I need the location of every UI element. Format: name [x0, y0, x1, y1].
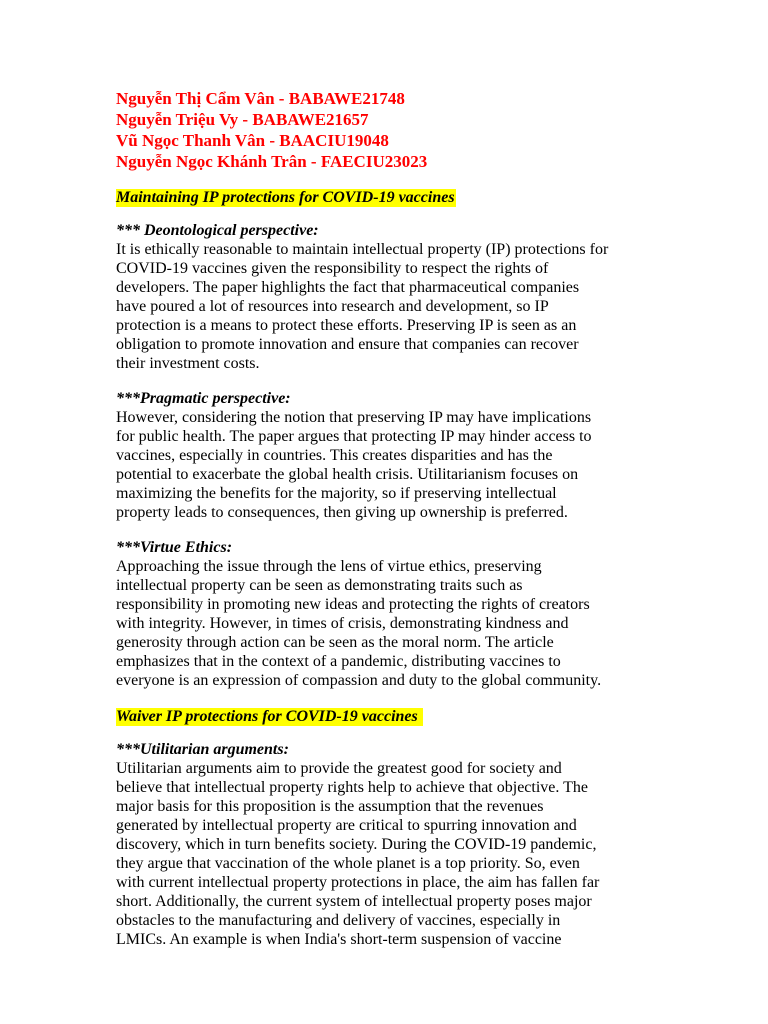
paragraph-virtue-ethics — [116, 557, 661, 690]
author-line: Vũ Ngọc Thanh Vân - BAACIU19048 — [116, 131, 389, 150]
author-list — [116, 88, 661, 172]
subheading-pragmatic: ***Pragmatic perspective: — [116, 390, 291, 407]
paragraph-line: protection is a means to protect these efforts. Preserving IP is seen as an — [116, 317, 577, 334]
section-heading-maintaining — [116, 188, 661, 207]
paragraph-line: LMICs. An example is when India's short-term suspension of vaccine — [116, 931, 562, 948]
author-line: Nguyễn Triệu Vy - BABAWE21657 — [116, 110, 369, 129]
author-line: Nguyễn Ngọc Khánh Trân - FAECIU23023 — [116, 152, 428, 171]
paragraph-line: property leads to consequences, then giving up ownership is preferred. — [116, 504, 568, 521]
subheading-deontological: *** Deontological perspective: — [116, 222, 319, 239]
paragraph-line: potential to exacerbate the global health crisis. Utilitarianism focuses on — [116, 466, 579, 483]
paragraph-line: Utilitarian arguments aim to provide the greatest good for society and — [116, 760, 562, 777]
highlighted-heading-text: Maintaining IP protections for COVID-19 vaccines — [116, 189, 455, 206]
paragraph-line: vaccines, especially in countries. This creates disparities and has the — [116, 447, 553, 464]
paragraph-line: with integrity. However, in times of crisis, demonstrating kindness and — [116, 615, 569, 632]
paragraph-line: have poured a lot of resources into research and development, so IP — [116, 298, 549, 315]
paragraph-deontological — [116, 240, 661, 373]
paragraph-line: discovery, which in turn benefits society. During the COVID-19 pandemic, — [116, 836, 597, 853]
paragraph-line: their investment costs. — [116, 355, 260, 372]
paragraph-line: generosity through action can be seen as the moral norm. The article — [116, 634, 554, 651]
paragraph-line: emphasizes that in the context of a pandemic, distributing vaccines to — [116, 653, 561, 670]
paragraph-line: Approaching the issue through the lens of virtue ethics, preserving — [116, 558, 542, 575]
paragraph-line: developers. The paper highlights the fact that pharmaceutical companies — [116, 279, 580, 296]
subheading-utilitarian: ***Utilitarian arguments: — [116, 741, 289, 758]
paragraph-line: obstacles to the manufacturing and delivery of vaccines, especially in — [116, 912, 561, 929]
paragraph-utilitarian — [116, 759, 661, 949]
author-line: Nguyễn Thị Cẩm Vân - BABAWE21748 — [116, 89, 405, 108]
paragraph-line: they argue that vaccination of the whole planet is a top priority. So, even — [116, 855, 580, 872]
paragraph-line: intellectual property can be seen as demonstrating traits such as — [116, 577, 523, 594]
paragraph-line: obligation to promote innovation and ensure that companies can recover — [116, 336, 579, 353]
paragraph-line: major basis for this proposition is the assumption that the revenues — [116, 798, 544, 815]
highlighted-heading-text: Waiver IP protections for COVID-19 vaccines — [116, 708, 422, 725]
paragraph-line: with current intellectual property protections in place, the aim has fallen far — [116, 874, 600, 891]
paragraph-line: COVID-19 vaccines given the responsibility to respect the rights of — [116, 260, 549, 277]
paragraph-line: It is ethically reasonable to maintain intellectual property (IP) protections for — [116, 241, 609, 258]
paragraph-line: short. Additionally, the current system of intellectual property poses major — [116, 893, 592, 910]
paragraph-line: maximizing the benefits for the majority, so if preserving intellectual — [116, 485, 557, 502]
paragraph-line: generated by intellectual property are critical to spurring innovation and — [116, 817, 577, 834]
document-body — [116, 88, 661, 949]
section-heading-waiver — [116, 707, 661, 726]
paragraph-line: everyone is an expression of compassion and duty to the global community. — [116, 672, 602, 689]
paragraph-line: responsibility in promoting new ideas and protecting the rights of creators — [116, 596, 590, 613]
paragraph-line: However, considering the notion that preserving IP may have implications — [116, 409, 592, 426]
paragraph-pragmatic — [116, 408, 661, 522]
paragraph-line: believe that intellectual property rights help to achieve that objective. The — [116, 779, 588, 796]
paragraph-line: for public health. The paper argues that protecting IP may hinder access to — [116, 428, 592, 445]
subheading-virtue-ethics: ***Virtue Ethics: — [116, 539, 233, 556]
